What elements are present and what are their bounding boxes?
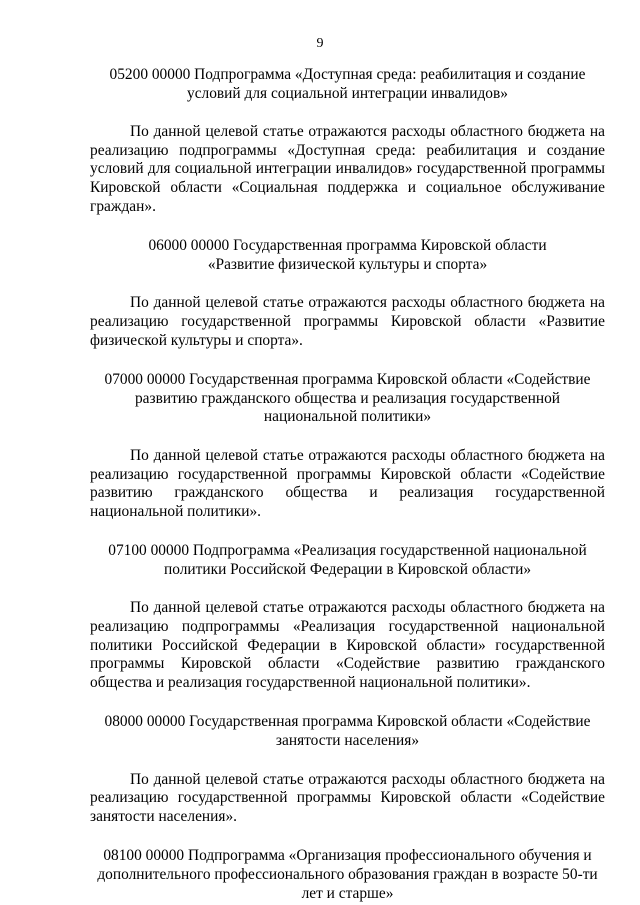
section [90,713,605,847]
section-heading: 06000 00000 Государственная программа Кировской области «Развитие физической культуры и спорта» [148,237,547,273]
section-heading: 07100 00000 Подпрограмма «Реализация государственной национальной политики Российской Федерации в Кировской области» [108,542,587,578]
section [90,66,605,237]
section [90,847,605,903]
document-body [90,66,605,903]
section-heading: 07000 00000 Государственная программа Кировской области «Содействие развитию гражданского общества и реализация государственной национальной политики» [104,371,591,426]
section [90,542,605,713]
section-heading: 05200 00000 Подпрограмма «Доступная среда: реабилитация и создание условий для социальной интеграции инвалидов» [109,66,586,102]
section-paragraph: По данной целевой статье отражаются расходы областного бюджета на реализацию подпрограммы «Доступная среда: реабилитация и создание условий для социальной интеграции инвалидов» государственной программы Кировской области «Социальная поддержка и социальное обслуживание граждан». [90,123,605,215]
page-number: 9 [316,36,324,51]
section [90,237,605,371]
section-paragraph: По данной целевой статье отражаются расходы областного бюджета на реализацию подпрограммы «Реализация государственной национальной политики Российской Федерации в Кировской области» государственной программы Кировской области «Содействие развитию гражданского общества и реализация государственной национальной политики». [90,599,605,691]
section-paragraph: По данной целевой статье отражаются расходы областного бюджета на реализацию государственной программы Кировской области «Содействие развитию гражданского общества и реализация государственной национальной политики». [90,446,605,520]
section-paragraph: По данной целевой статье отражаются расходы областного бюджета на реализацию государственной программы Кировской области «Содействие занятости населения». [90,770,605,825]
section [90,371,605,542]
section-heading: 08100 00000 Подпрограмма «Организация профессионального обучения и дополнительного профессионального образования граждан в возрасте 50-ти лет и старше» [97,847,598,902]
section-paragraph: По данной целевой статье отражаются расходы областного бюджета на реализацию государственной программы Кировской области «Развитие физической культуры и спорта». [90,294,605,349]
section-heading: 08000 00000 Государственная программа Кировской области «Содействие занятости населения» [104,713,591,750]
